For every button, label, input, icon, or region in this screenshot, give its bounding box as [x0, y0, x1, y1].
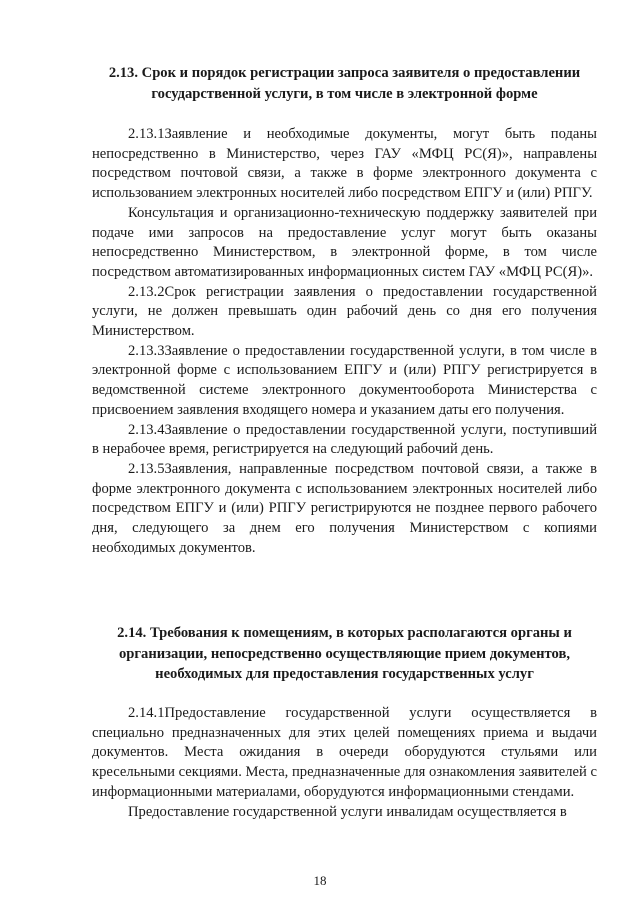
paragraph-2-13-5: 2.13.5Заявления, направленные посредством почтовой связи, а также в форме электронного документа с использованием электронных носителей либо посредством ЕПГУ и (или) РПГУ регистрируются не позднее первого рабочего дня, следующего за днем его получения Министерством с копиями необходимых документов. [92, 460, 597, 556]
section-2-14 [92, 623, 597, 685]
paragraph-2-13-1: 2.13.1Заявление и необходимые документы, могут быть поданы непосредственно в Министерство, через ГАУ «МФЦ РС(Я)», направлены посредством почтовой связи, а также в форме электронного документа с использованием электронных носителей либо посредством ЕПГУ и (или) РПГУ. [92, 126, 597, 202]
page-number: 18 [313, 873, 327, 888]
paragraph-2-14-1: 2.14.1Предоставление государственной услуги осуществляется в специально предназначенных для этих целей помещениях приема и выдачи документов. Места ожидания в очереди оборудуются стульями или кресельными секциями. Места, предназначенные для ознакомления заявителей с информационными материалами, оборудуются информационными стендами. [92, 705, 597, 800]
paragraph-2-13-3: 2.13.3Заявление о предоставлении государственной услуги, в том числе в электронной форме с использованием ЕПГУ и (или) РПГУ регистрируется в ведомственной системе электронного документооборота Министерства с присвоением заявления входящего номера и указанием даты его получения. [92, 342, 597, 418]
section-2-13-body [92, 125, 597, 558]
section-2-13 [92, 63, 597, 104]
section-2-14-body [92, 704, 597, 822]
paragraph-2-13-2: 2.13.2Срок регистрации заявления о предоставлении государственной услуги, не должен превышать один рабочий день со дня его получения Министерством. [92, 283, 597, 340]
paragraph-consultation: Консультация и организационно-техническую поддержку заявителей при подаче ими запросов на предоставление услуг могут быть оказаны непосредственно Министерством, в электронной форме, в том числе посредством автоматизированных информационных систем ГАУ «МФЦ РС(Я)». [92, 204, 597, 280]
paragraph-disabled-access: Предоставление государственной услуги инвалидам осуществляется в [128, 803, 567, 820]
section-heading: 2.14. Требования к помещениям, в которых располагаются органы и организации, непосредственно осуществляющие прием документов, необходимых для предоставления государственных услуг [117, 625, 572, 682]
paragraph-2-13-4: 2.13.4Заявление о предоставлении государственной услуги, поступивший в нерабочее время, регистрируется на следующий рабочий день. [92, 421, 597, 458]
section-heading: 2.13. Срок и порядок регистрации запроса заявителя о предоставлении государственной услуги, в том числе в электронной форме [108, 65, 581, 102]
